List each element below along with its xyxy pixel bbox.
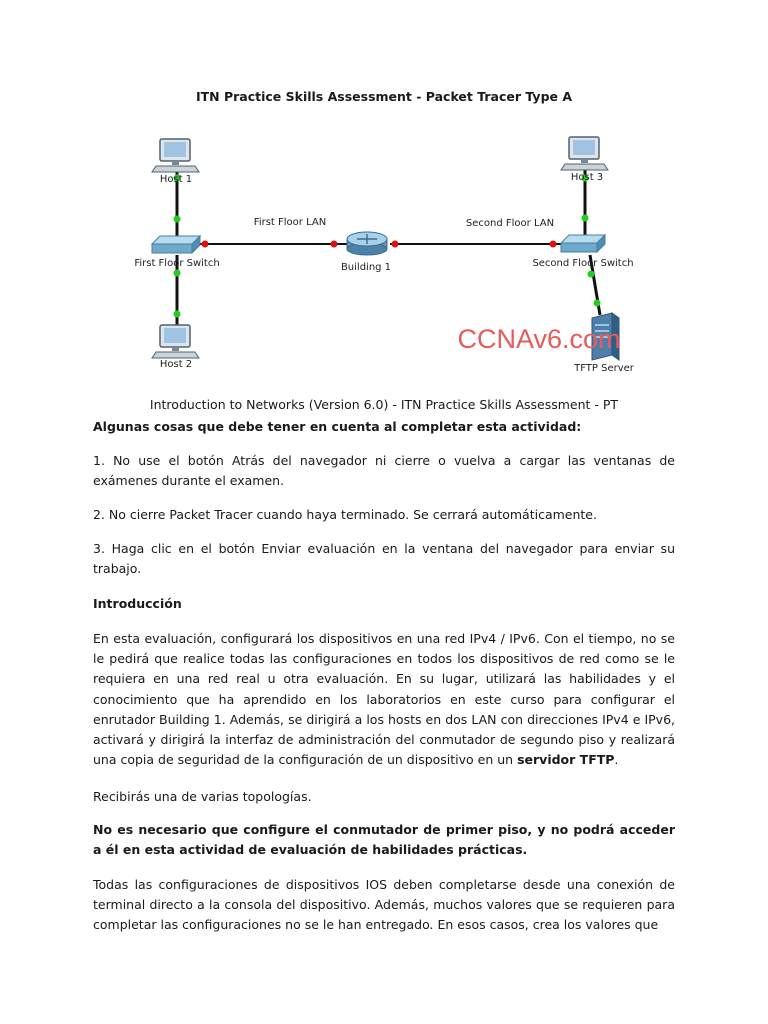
second-floor-switch-icon <box>561 235 605 252</box>
host2-pc-icon <box>152 325 199 358</box>
instruction-item-2: 2. No cierre Packet Tracer cuando haya terminado. Se cerrará automáticamente. <box>93 507 597 522</box>
intro-heading: Introducción <box>93 596 182 611</box>
status-dot <box>174 270 181 277</box>
router-label: Building 1 <box>340 262 392 273</box>
intro-heading-block <box>93 594 675 614</box>
status-dot <box>582 215 589 222</box>
instructions-heading-block <box>93 417 675 437</box>
intro-text: En esta evaluación, configurará los dispositivos en una red IPv4 / IPv6. Con el tiempo, no se le pedirá que realice todas las configuraciones en todos los dispositivos de red como se le requiera en una red real u otra evaluación. En su lugar, utilizará las habilidades y el conocimiento que ha aprendido en los laboratorios en este curso para configurar el enrutador Building 1. Además, se dirigirá a los hosts en dos LAN con direcciones IPv4 e IPv6, activará y dirigirá la interfaz de administración del conmutador de segundo piso y realizará una copia de seguridad de la configuración de un dispositivo en un <box>93 631 675 768</box>
status-dot <box>174 311 181 318</box>
host3-pc-icon <box>561 137 608 170</box>
network-links <box>177 168 600 325</box>
note-bold-text: No es necesario que configure el conmutador de primer piso, y no podrá acceder a él en esta actividad de evaluación de habilidades prácticas. <box>93 822 675 858</box>
status-dot <box>588 271 595 278</box>
first-floor-switch-icon <box>152 236 200 253</box>
document-title: ITN Practice Skills Assessment - Packet Tracer Type A <box>195 89 573 104</box>
host2-label: Host 2 <box>159 359 193 370</box>
intro-paragraph <box>93 629 675 770</box>
item3-block <box>93 539 675 579</box>
status-dot <box>174 216 181 223</box>
intro-text-paragraph <box>93 629 675 770</box>
item1-block <box>93 451 675 491</box>
status-dot <box>392 241 399 248</box>
topologies-text: Recibirás una de varias topologías. <box>93 789 312 804</box>
status-dot <box>594 300 601 307</box>
final-text: Todas las configuraciones de dispositivos IOS deben completarse desde una conexión de terminal directo a la consola del dispositivo. Además, muchos valores que se requieren para completar las configuraciones no se le han entregado. En esos casos, crea los valores que <box>93 877 675 933</box>
tftp-server-term: servidor TFTP <box>517 752 615 768</box>
final-block <box>93 875 675 936</box>
status-dot <box>202 241 209 248</box>
host3-label: Host 3 <box>570 172 604 183</box>
instruction-item-3: 3. Haga clic en el botón Enviar evaluación en la ventana del navegador para enviar su trabajo. <box>93 541 675 577</box>
intro-end: . <box>614 752 619 768</box>
router-icon <box>347 232 387 255</box>
status-dot <box>331 241 338 248</box>
item2-block <box>93 505 675 525</box>
instruction-item-1: 1. No use el botón Atrás del navegador ni cierre o vuelva a cargar las ventanas de exámenes durante el examen. <box>93 453 675 489</box>
host1-label: Host 1 <box>159 174 193 185</box>
second-lan-label: Second Floor LAN <box>465 218 555 229</box>
topologies-block <box>93 787 675 807</box>
note-block <box>93 820 675 860</box>
host1-pc-icon <box>152 139 199 172</box>
first-lan-label: First Floor LAN <box>253 217 327 228</box>
network-topology-diagram <box>0 0 768 395</box>
first-switch-label: First Floor Switch <box>134 258 220 269</box>
watermark: CCNAv6.com <box>457 324 621 354</box>
second-switch-label: Second Floor Switch <box>532 258 634 269</box>
tftp-server-label: TFTP Server <box>574 363 634 374</box>
instructions-heading: Algunas cosas que debe tener en cuenta al completar esta actividad: <box>93 419 582 434</box>
status-dot <box>550 241 557 248</box>
figure-caption: Introduction to Networks (Version 6.0) - ITN Practice Skills Assessment - PT <box>149 397 619 412</box>
